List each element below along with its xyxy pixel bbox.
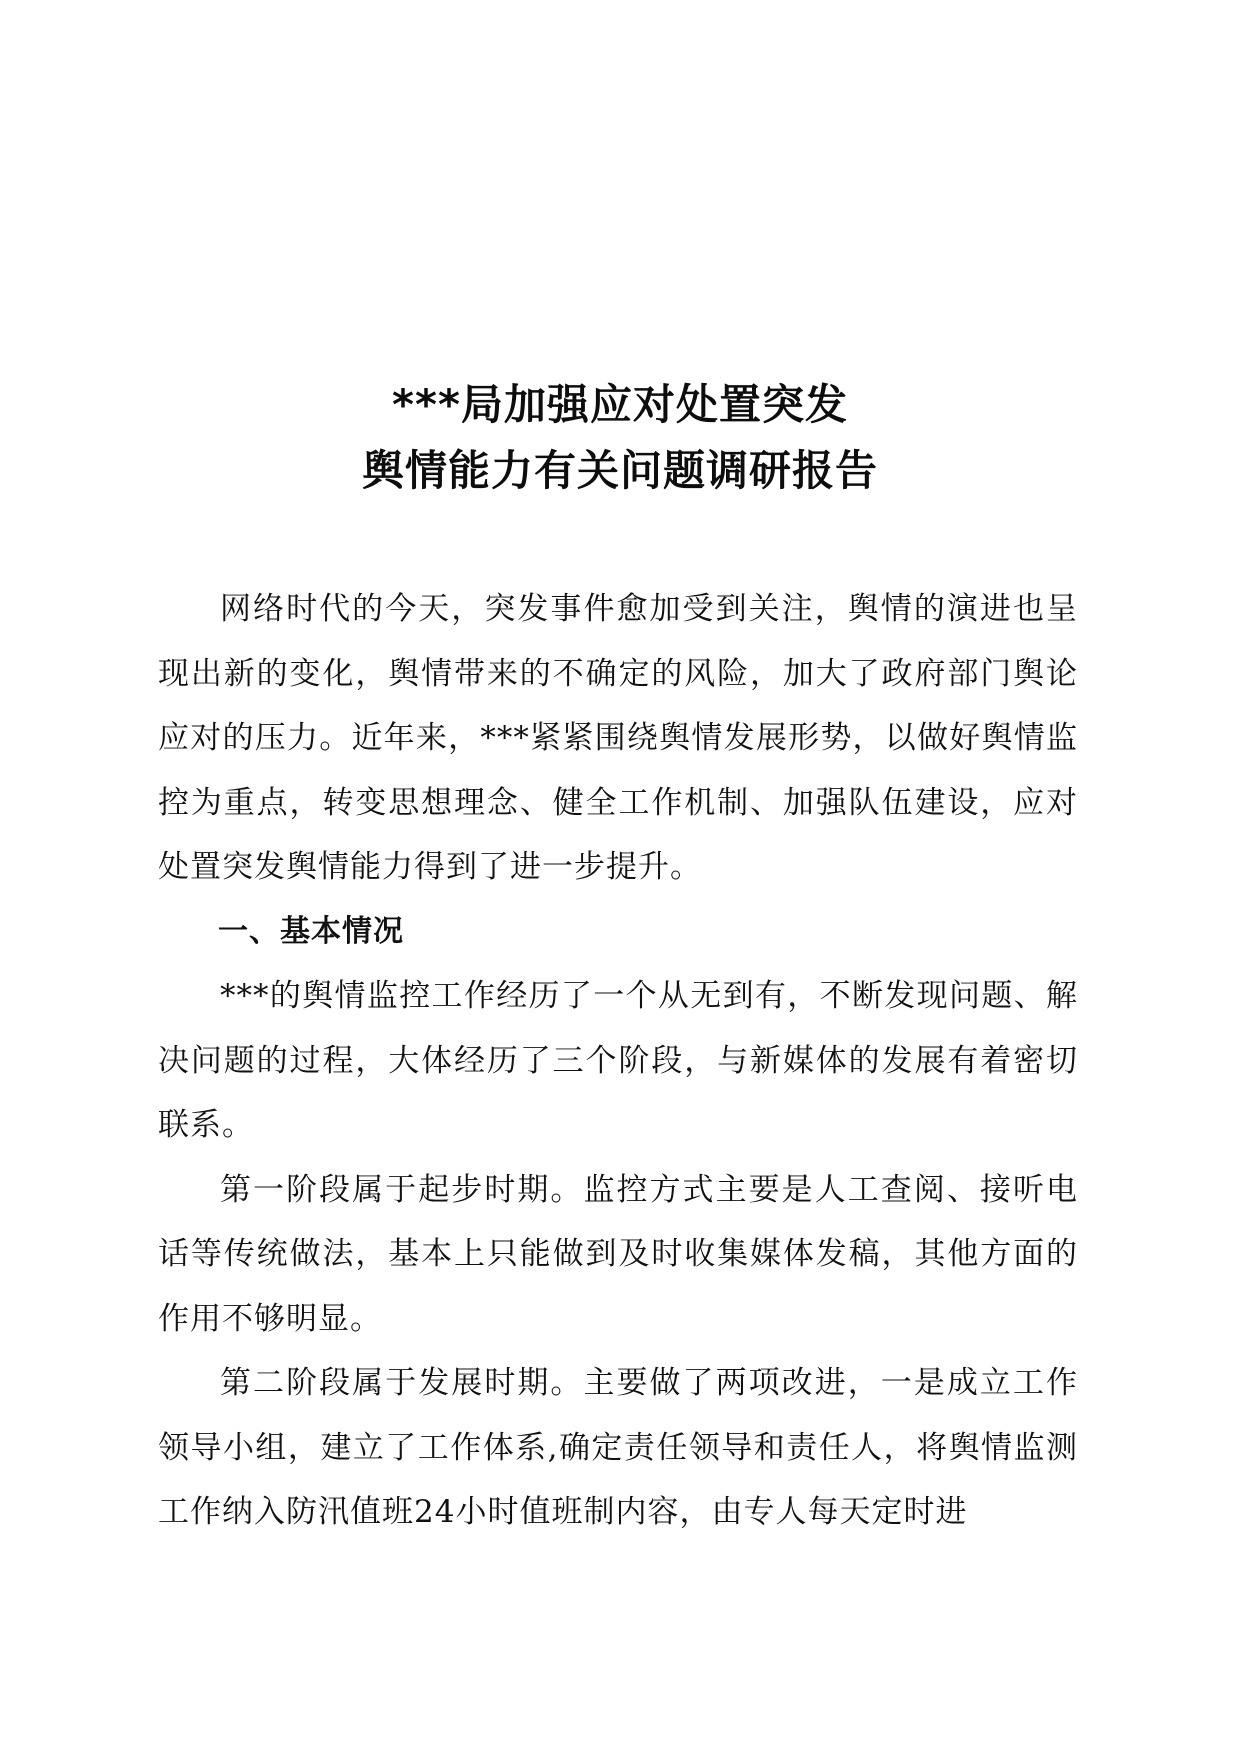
document-title	[150, 372, 1090, 504]
section-heading-basic-situation: 一、基本情况	[218, 913, 404, 949]
document-body	[158, 577, 1078, 1545]
body-paragraph: 第二阶段属于发展时期。主要做了两项改进，一是成立工作领导小组，建立了工作体系,确定责任领导和责任人，将舆情监测工作纳入防汛值班24小时值班制内容，由专人每天定时进	[158, 1365, 1078, 1530]
body-paragraph: ***的舆情监控工作经历了一个从无到有，不断发现问题、解决问题的过程，大体经历了三个阶段，与新媒体的发展有着密切联系。	[158, 978, 1078, 1143]
title-line-2: 舆情能力有关问题调研报告	[361, 446, 878, 495]
body-paragraph: 第一阶段属于起步时期。监控方式主要是人工查阅、接听电话等传统做法，基本上只能做到及时收集媒体发稿，其他方面的作用不够明显。	[158, 1171, 1078, 1337]
title-line-1: ***局加强应对处置突发	[392, 380, 848, 429]
intro-paragraph: 网络时代的今天，突发事件愈加受到关注，舆情的演进也呈现出新的变化，舆情带来的不确定的风险，加大了政府部门舆论应对的压力。近年来，***紧紧围绕舆情发展形势，以做好舆情监控为重点，转变思想理念、健全工作机制、加强队伍建设，应对处置突发舆情能力得到了进一步提升。	[158, 591, 1078, 885]
